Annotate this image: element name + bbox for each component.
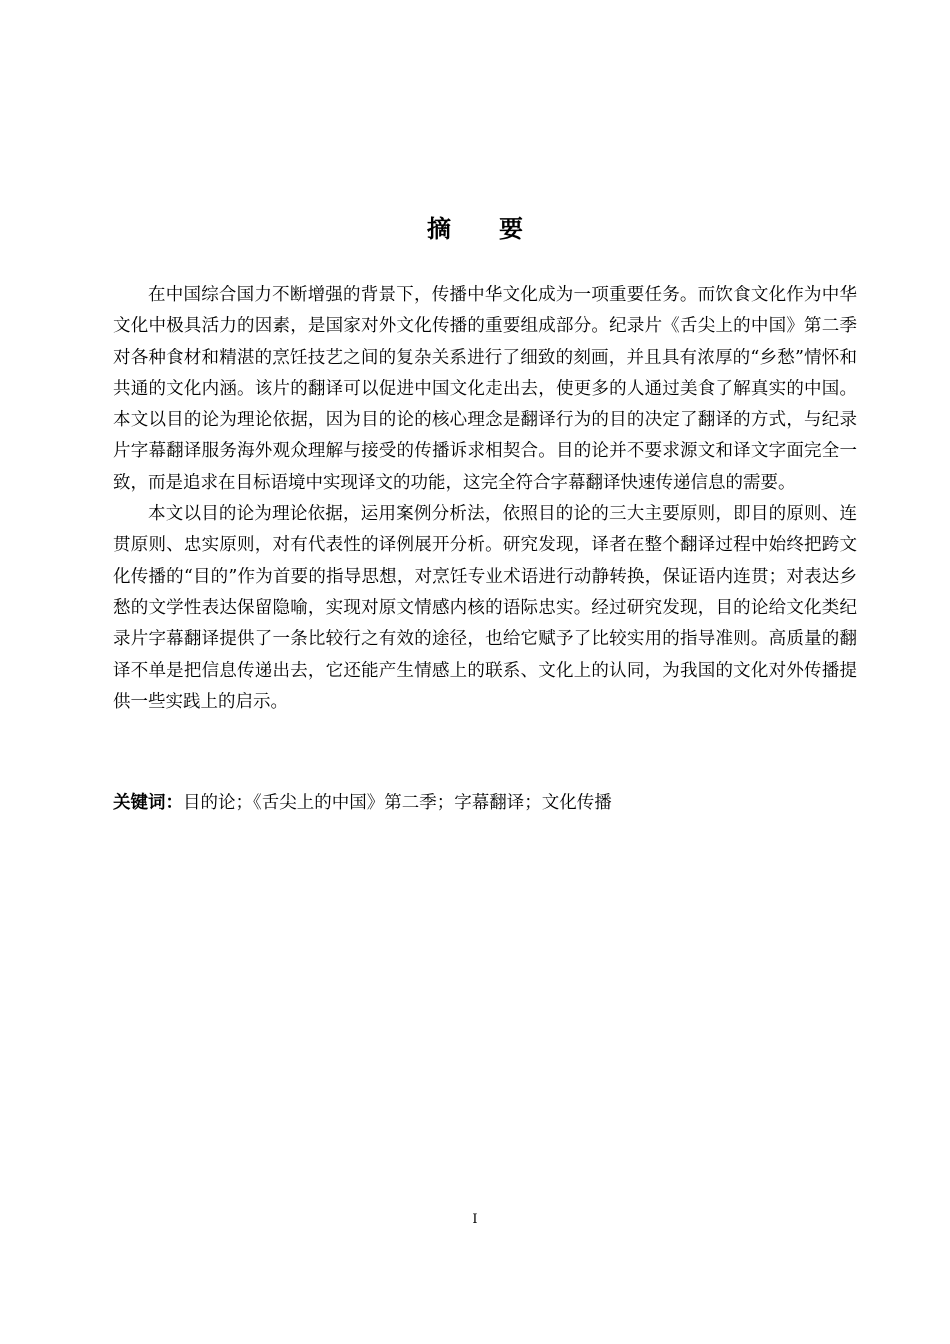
keywords-text: 目的论；《舌尖上的中国》第二季；字幕翻译；文化传播 <box>183 793 612 813</box>
page-title <box>0 212 950 246</box>
title-char-2: 要 <box>499 215 523 243</box>
keywords-line <box>113 788 857 819</box>
abstract-body <box>113 280 857 718</box>
abstract-paragraph-2: 本文以目的论为理论依据，运用案例分析法，依照目的论的三大主要原则，即目的原则、连贯原则、忠实原则，对有代表性的译例展开分析。研究发现，译者在整个翻译过程中始终把跨文化传播的“目的”作为首要的指导思想，对烹饪专业术语进行动静转换，保证语内连贯；对表达乡愁的文学性表达保留隐喻，实现对原文情感内核的语际忠实。经过研究发现，目的论给文化类纪录片字幕翻译提供了一条比较行之有效的途径，也给它赋予了比较实用的指导准则。高质量的翻译不单是把信息传递出去，它还能产生情感上的联系、文化上的认同，为我国的文化对外传播提供一些实践上的启示。 <box>113 504 857 712</box>
page-number: I <box>472 1212 478 1227</box>
keywords-label: 关键词： <box>113 793 183 813</box>
abstract-paragraph-1: 在中国综合国力不断增强的背景下，传播中华文化成为一项重要任务。而饮食文化作为中华文化中极具活力的因素，是国家对外文化传播的重要组成部分。纪录片《舌尖上的中国》第二季对各种食材和精湛的烹饪技艺之间的复杂关系进行了细致的刻画，并且具有浓厚的“乡愁”情怀和共通的文化内涵。该片的翻译可以促进中国文化走出去，使更多的人通过美食了解真实的中国。本文以目的论为理论依据，因为目的论的核心理念是翻译行为的目的决定了翻译的方式，与纪录片字幕翻译服务海外观众理解与接受的传播诉求相契合。目的论并不要求源文和译文字面完全一致，而是追求在目标语境中实现译文的功能，这完全符合字幕翻译快速传递信息的需要。 <box>113 285 857 493</box>
title-char-1: 摘 <box>427 215 451 243</box>
